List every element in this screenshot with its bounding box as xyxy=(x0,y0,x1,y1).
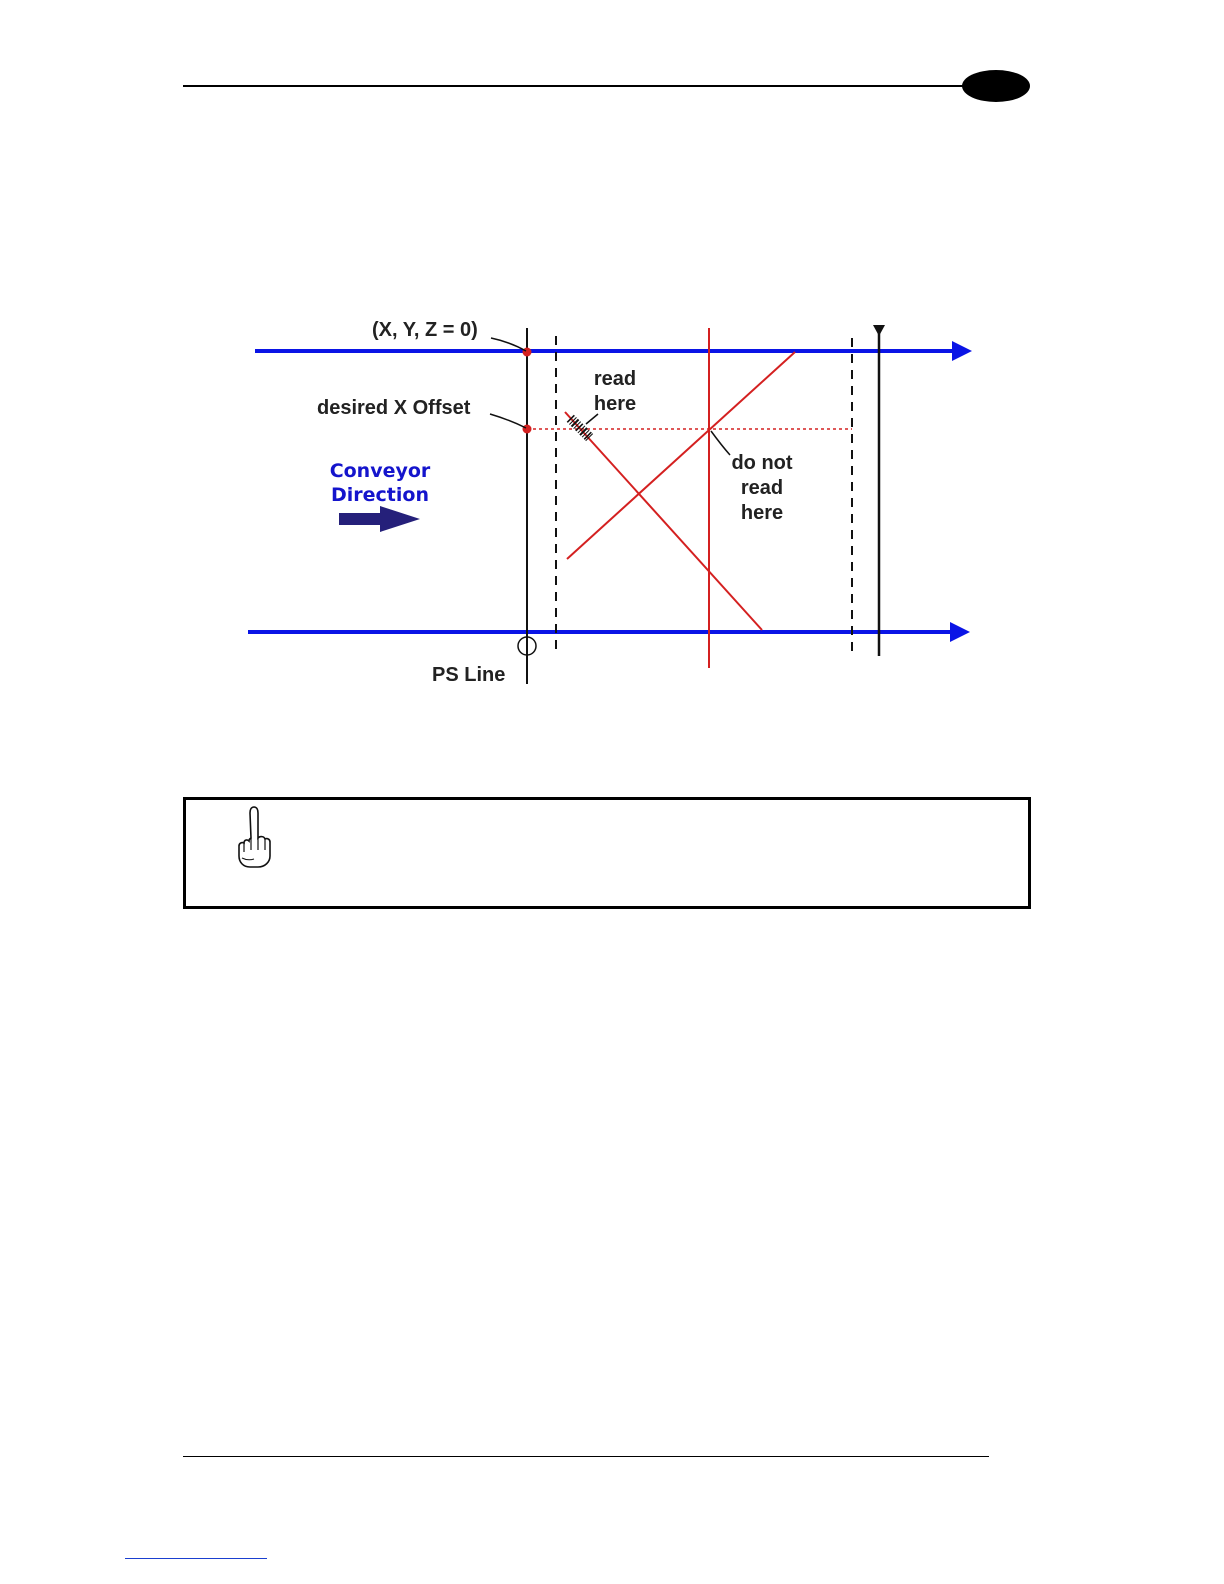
conveyor-diagram xyxy=(0,0,1224,760)
conveyor-bottom-arrowhead xyxy=(950,622,970,642)
do-not-read-label-2: read xyxy=(740,477,784,499)
read-here-label-2: here xyxy=(593,393,637,415)
note-box xyxy=(183,797,1031,909)
read-here-label-1: read xyxy=(593,368,637,390)
pointing-hand-icon xyxy=(234,804,274,870)
ps-line-label: PS Line xyxy=(432,664,506,686)
do-not-read-label-1: do not xyxy=(731,452,793,474)
offset-leader xyxy=(490,414,526,428)
reading-limit-marker-icon xyxy=(873,325,885,336)
read-here-leader xyxy=(586,414,598,424)
scan-line-diagonal-down xyxy=(565,412,762,630)
do-not-read-label-3: here xyxy=(740,502,784,524)
conveyor-direction-label-1: Conveyor xyxy=(329,460,431,482)
do-not-read-leader xyxy=(711,431,730,455)
offset-point xyxy=(523,425,532,434)
conveyor-top-arrowhead xyxy=(952,341,972,361)
conveyor-direction-label-2: Direction xyxy=(331,484,429,506)
origin-label: (X, Y, Z = 0) xyxy=(372,319,478,341)
footer-rule xyxy=(183,1456,989,1457)
origin-point xyxy=(523,348,532,357)
conveyor-direction-arrow-icon xyxy=(339,506,420,532)
footer-link-underline xyxy=(125,1558,267,1559)
desired-offset-label: desired X Offset xyxy=(317,397,471,419)
